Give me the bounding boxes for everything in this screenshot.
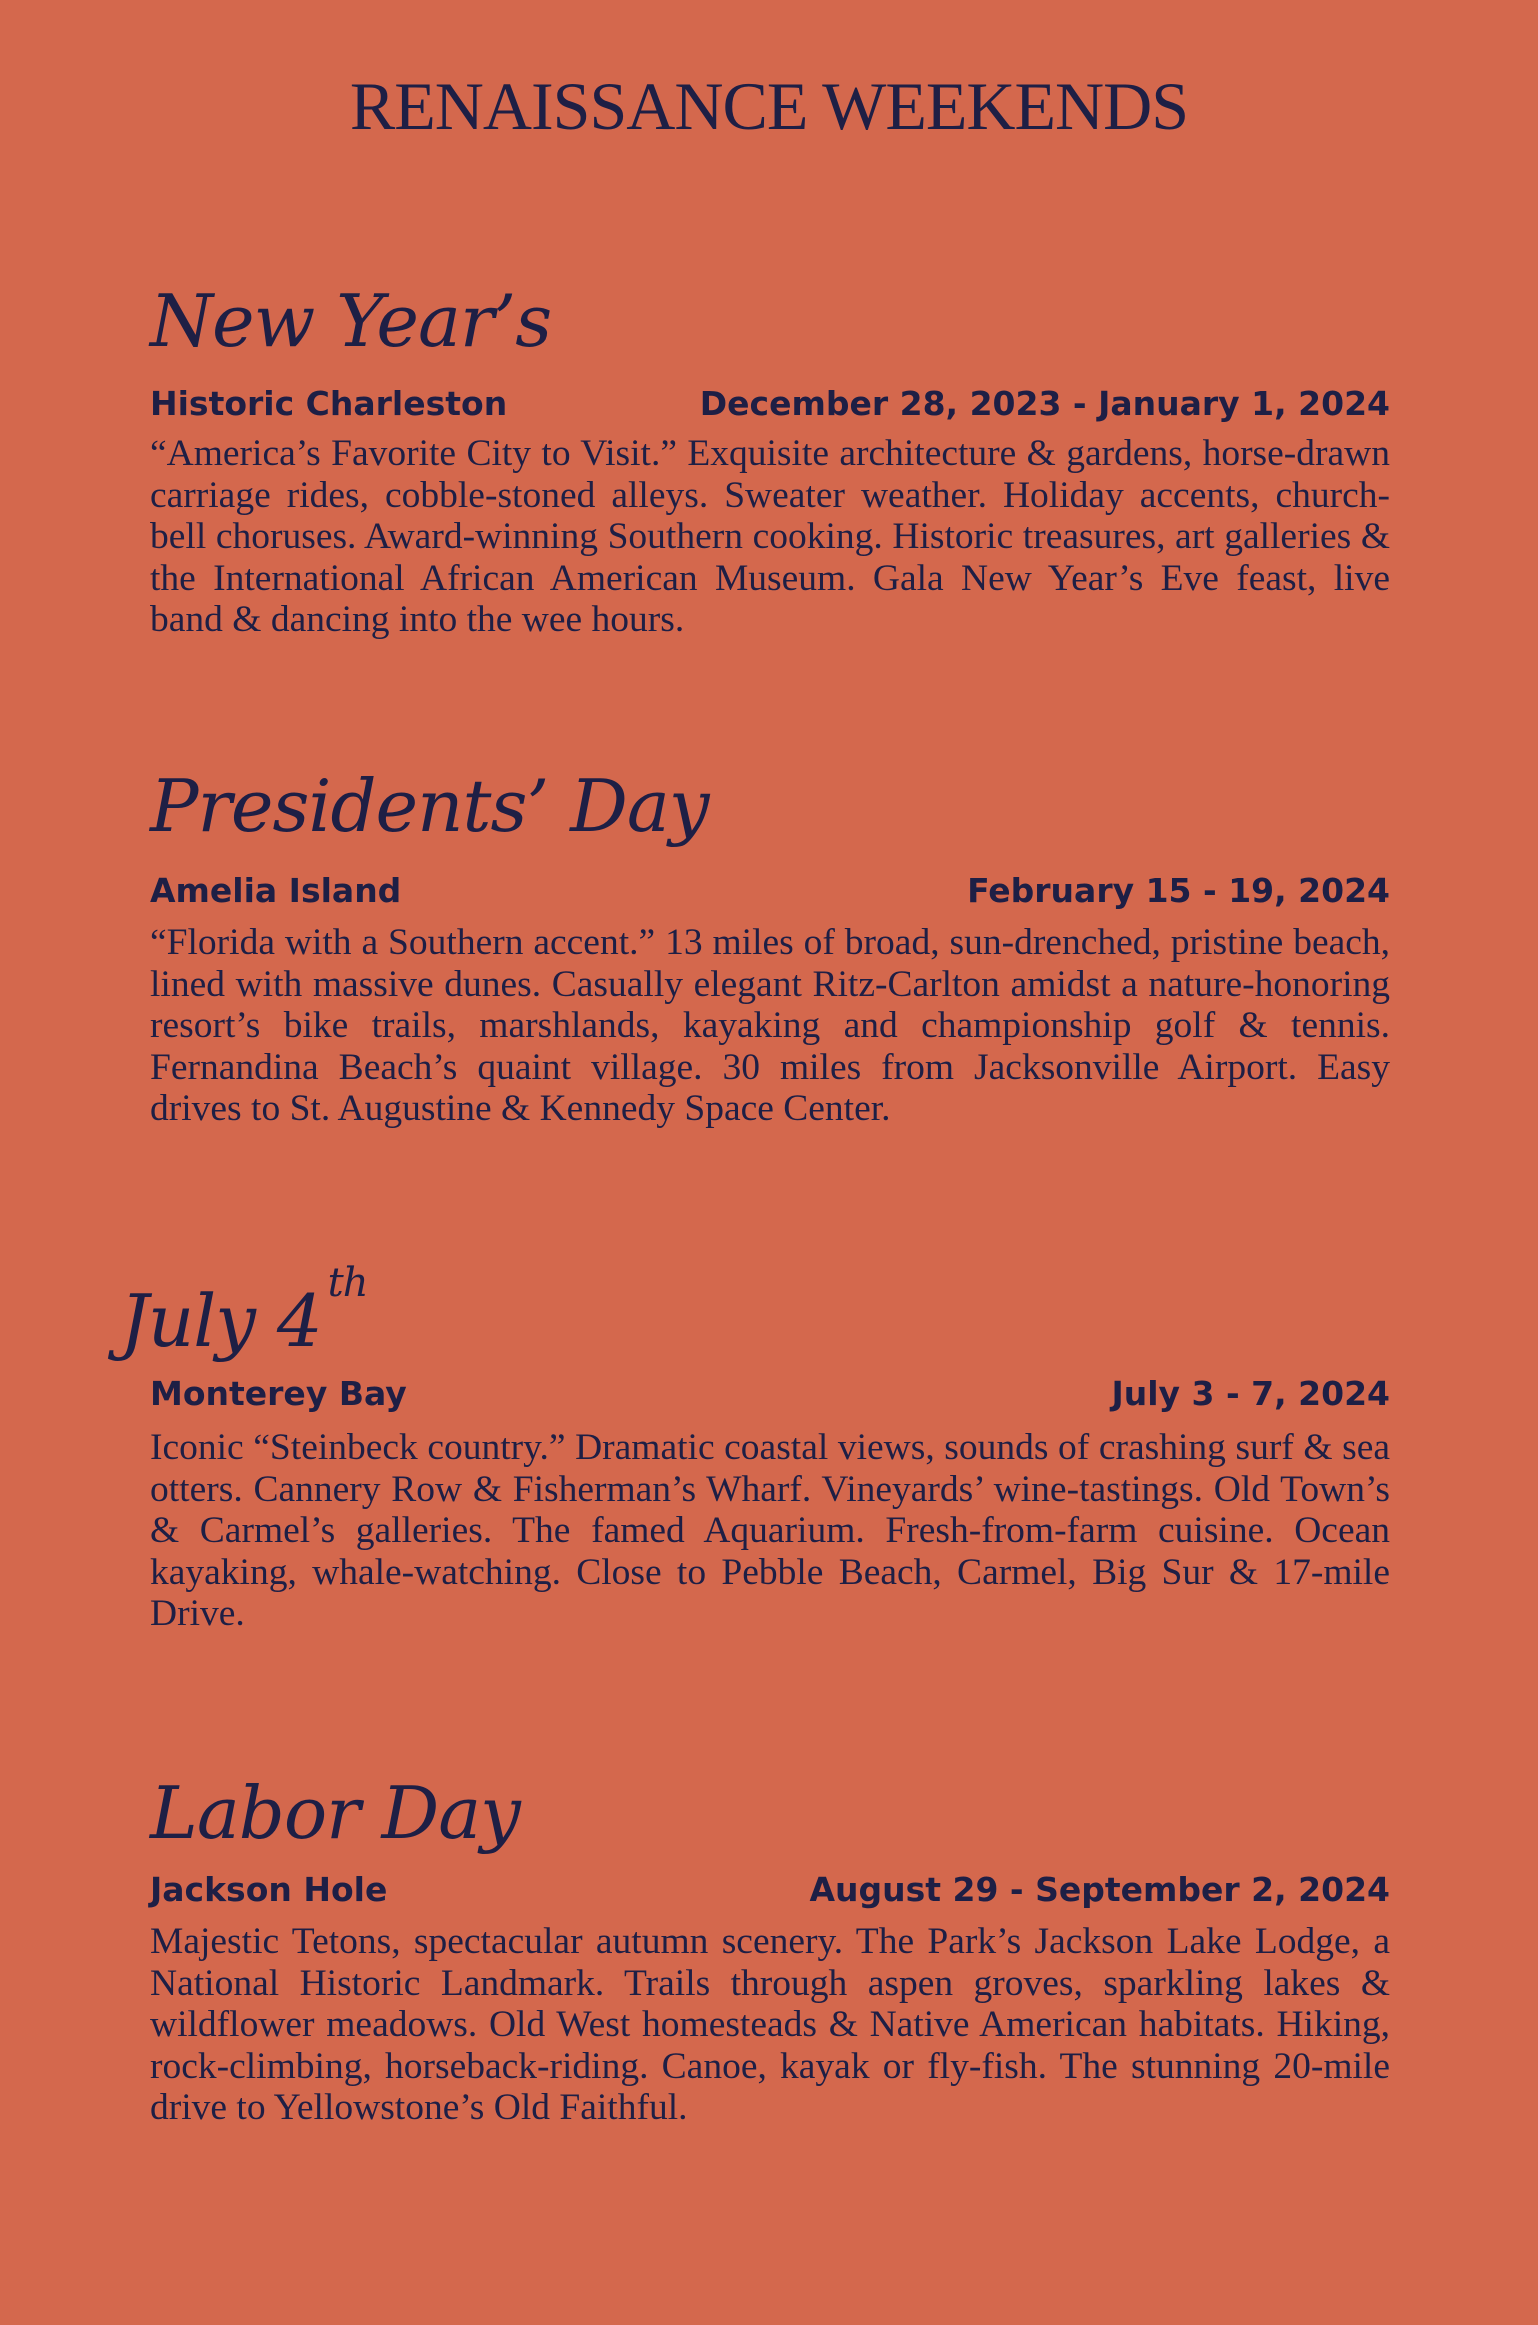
- holiday-heading: New Year’s: [150, 279, 552, 363]
- holiday-heading: Labor Day: [150, 1771, 520, 1855]
- location-dates-row: [150, 1374, 1390, 1413]
- event-dates: July 3 - 7, 2024: [1111, 1374, 1390, 1413]
- location-name: Monterey Bay: [150, 1374, 407, 1413]
- location-dates-row: [150, 384, 1390, 423]
- weekend-description: Iconic “Steinbeck country.” Dramatic coastal views, sounds of crashing surf & sea otters. Cannery Row & Fisherman’s Wharf. Vineyards’ wine-tastings. Old Town’s & Carmel’s galleries. The famed Aquarium. Fresh-from-farm cuisine. Ocean kayaking, whale-watching. Close to Pebble Beach, Carmel, Big Sur & 17-mile Drive.: [150, 1427, 1390, 1634]
- location-name: Amelia Island: [150, 871, 402, 910]
- event-dates: December 28, 2023 - January 1, 2024: [699, 384, 1390, 423]
- holiday-heading: [120, 1260, 368, 1363]
- event-dates: February 15 - 19, 2024: [967, 871, 1390, 910]
- location-name: Historic Charleston: [150, 384, 508, 423]
- location-dates-row: [150, 871, 1390, 910]
- weekend-description: “Florida with a Southern accent.” 13 miles of broad, sun-drenched, pristine beach, lined with massive dunes. Casually elegant Ritz-Carlton amidst a nature-honoring resort’s bike trails, marshlands, kayaking and championship golf & tennis. Fernandina Beach’s quaint village. 30 miles from Jacksonville Airport. Easy drives to St. Augustine & Kennedy Space Center.: [150, 922, 1390, 1129]
- holiday-heading-suffix: th: [327, 1260, 368, 1306]
- holiday-heading-text: July 4: [120, 1279, 322, 1363]
- location-dates-row: [150, 1870, 1390, 1909]
- holiday-heading: Presidents’ Day: [150, 764, 709, 848]
- location-name: Jackson Hole: [150, 1870, 388, 1909]
- weekend-description: “America’s Favorite City to Visit.” Exquisite architecture & gardens, horse-drawn carriage rides, cobble-stoned alleys. Sweater weather. Holiday accents, church-bell choruses. Award-winning Southern cooking. Historic treasures, art galleries & the International African American Museum. Gala New Year’s Eve feast, live band & dancing into the wee hours.: [150, 433, 1390, 640]
- event-dates: August 29 - September 2, 2024: [809, 1870, 1390, 1909]
- page-title: RENAISSANCE WEEKENDS: [349, 68, 1189, 144]
- weekend-description: Majestic Tetons, spectacular autumn scenery. The Park’s Jackson Lake Lodge, a National Historic Landmark. Trails through aspen groves, sparkling lakes & wildflower meadows. Old West homesteads & Native American habitats. Hiking, rock-climbing, horseback-riding. Canoe, kayak or fly-fish. The stunning 20-mile drive to Yellowstone’s Old Faithful.: [150, 1921, 1390, 2128]
